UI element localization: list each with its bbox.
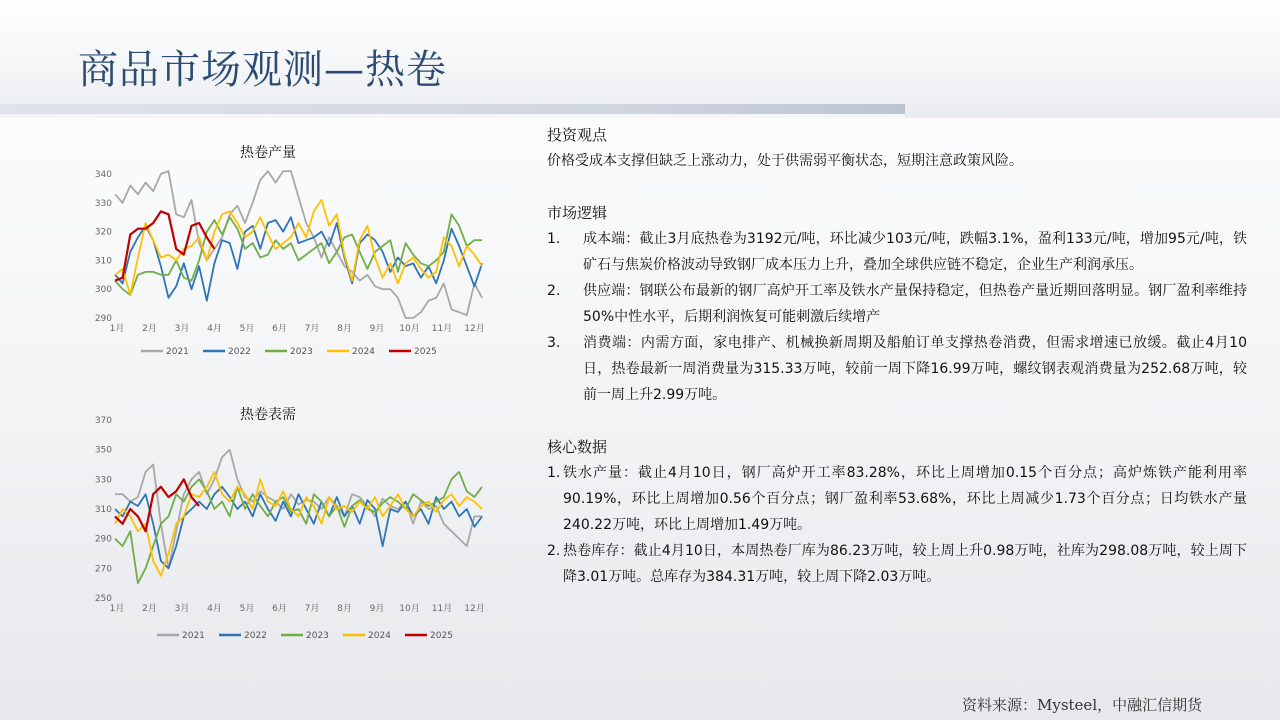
y-tick-label: 290 [94,534,112,545]
legend-label-2025: 2025 [430,631,453,641]
core-item-text: 铁水产量：截止4月10日，钢厂高炉开工率83.28%，环比上周增加0.15个百分点；高炉炼铁产能利用率90.19%，环比上周增加0.56个百分点；钢厂盈利率53.68%，环比上周减少1.73个百分点；日均铁水产量 240.22万吨，环比上周增加1.49万吨。 [563,465,1247,533]
x-tick-label: 6月 [272,604,287,614]
x-tick-label: 1月 [109,604,125,614]
header-band [0,104,905,114]
x-tick-label: 9月 [369,604,385,614]
legend-label-2024: 2024 [352,347,375,357]
logic-item-text: 成本端：截止3月底热卷为3192元/吨，环比减少103元/吨，跌幅3.1%，盈利133元/吨，增加95元/吨，铁矿石与焦炭价格波动导致钢厂成本压力上升，叠加全球供应链不稳定，企业生产利润承压。 [583,231,1247,273]
y-tick-label: 330 [94,475,112,486]
x-tick-label: 8月 [337,324,352,334]
y-tick-label: 330 [94,198,112,209]
logic-item [547,226,1247,278]
y-tick-label: 340 [94,170,112,180]
logic-item-text: 供应端：钢联公布最新的钢厂高炉开工率及铁水产量保持稳定，但热卷产量近期回落明显。钢厂盈利率维持50%中性水平，后期利润恢复可能刺激后续增产 [583,283,1247,325]
x-tick-label: 12月 [464,324,485,334]
core-item-number: 2. [547,543,561,559]
x-tick-label: 4月 [207,604,222,614]
x-tick-label: 3月 [174,604,190,614]
x-tick-label: 1月 [109,324,125,334]
investment-view-text: 价格受成本支撑但缺乏上涨动力，处于供需弱平衡状态，短期注意政策风险。 [547,153,1023,169]
market-logic-heading: 市场逻辑 [547,204,608,222]
logic-item [547,278,1247,330]
chart-title-demand: 热卷表需 [240,407,296,423]
y-tick-label: 320 [94,227,112,238]
x-tick-label: 10月 [399,324,420,334]
x-tick-label: 2月 [142,324,157,334]
chart-title-production: 热卷产量 [240,145,296,161]
production-chart [75,160,515,365]
x-tick-label: 5月 [239,604,255,614]
page-title: 商品市场观测—热卷 [78,47,447,93]
header-band-light [0,114,905,118]
demand-chart [75,412,515,650]
series-line-2024 [115,200,482,295]
series-line-2023 [115,214,482,295]
x-tick-label: 8月 [337,604,352,614]
x-tick-label: 7月 [304,324,320,334]
legend-label-2024: 2024 [368,631,391,641]
legend-label-2025: 2025 [414,347,437,357]
x-tick-label: 5月 [239,324,255,334]
y-tick-label: 310 [94,256,112,267]
logic-item-text: 消费端：内需方面，家电排产、机械换新周期及船舶订单支撑热卷消费，但需求增速已放缓。截止4月10日，热卷最新一周消费量为315.33万吨，较前一周下降16.99万吨，螺纹钢表观消费量为252.68万吨，较前一周上升2.99万吨。 [583,335,1247,403]
legend-label-2022: 2022 [244,631,267,641]
x-tick-label: 7月 [304,604,320,614]
x-tick-label: 12月 [464,604,485,614]
legend-label-2023: 2023 [290,347,313,357]
y-tick-label: 350 [94,445,112,456]
core-item-number: 1. [547,465,561,481]
analysis-panel [547,122,1247,590]
x-tick-label: 10月 [399,604,420,614]
investment-view-heading: 投资观点 [547,126,608,144]
legend-label-2021: 2021 [166,347,189,357]
x-tick-label: 9月 [369,324,385,334]
legend-label-2022: 2022 [228,347,251,357]
y-tick-label: 370 [94,416,112,426]
data-source: 资料来源：Mysteel，中融汇信期货 [962,696,1203,714]
x-tick-label: 11月 [431,604,453,614]
legend-label-2023: 2023 [306,631,329,641]
logic-item-number: 2. [547,283,561,299]
x-tick-label: 6月 [272,324,287,334]
core-data-heading: 核心数据 [547,438,608,456]
core-item-text: 热卷库存：截止4月10日，本周热卷厂库为86.23万吨，较上周上升0.98万吨，社库为298.08万吨，较上周下降3.01万吨。总库存为384.31万吨，较上周下降2.03万吨。 [563,543,1247,585]
x-tick-label: 2月 [142,604,157,614]
logic-item [547,330,1247,408]
x-tick-label: 3月 [174,324,190,334]
core-item [547,538,1247,590]
y-tick-label: 300 [94,285,112,296]
y-tick-label: 250 [94,594,112,604]
x-tick-label: 4月 [207,324,222,334]
core-item [547,460,1247,538]
y-tick-label: 290 [94,314,112,324]
series-line-2022 [115,487,482,569]
x-tick-label: 11月 [431,324,453,334]
y-tick-label: 310 [94,505,112,515]
logic-item-number: 3. [547,335,561,351]
logic-item-number: 1. [547,231,561,247]
y-tick-label: 270 [94,564,112,575]
legend-label-2021: 2021 [182,631,205,641]
